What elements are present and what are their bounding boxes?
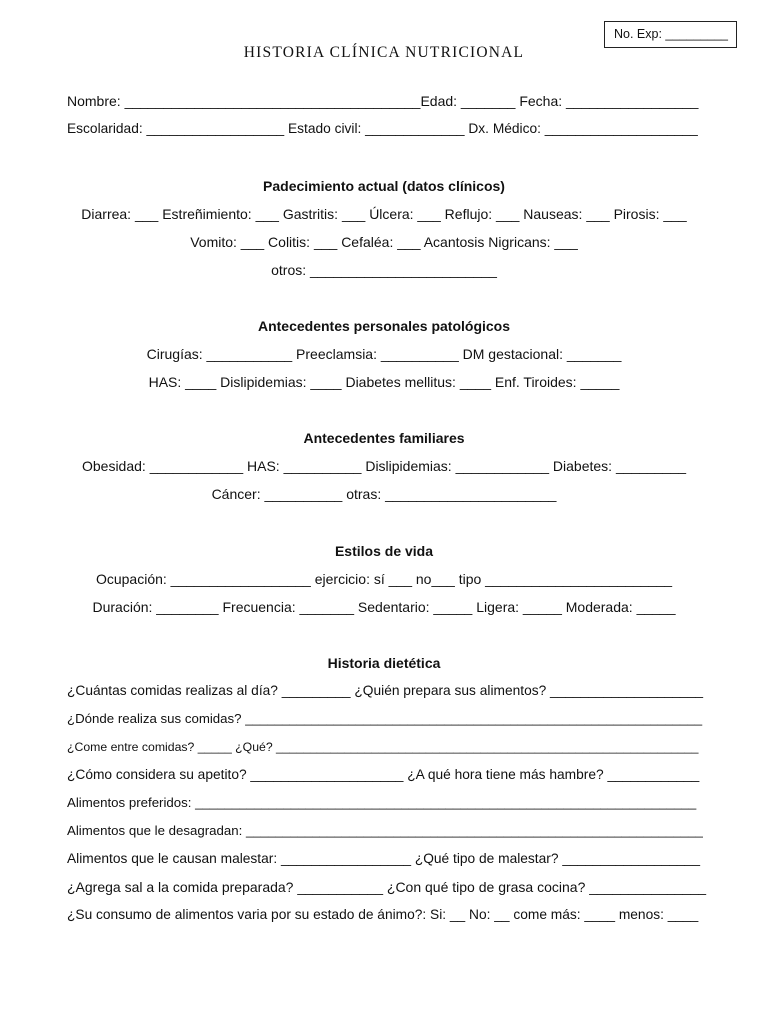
familiares-line-2[interactable]: Cáncer: __________ otras: ______________________ [211, 486, 557, 502]
dietetica-line[interactable]: ¿Su consumo de alimentos varia por su estado de ánimo?: Si: __ No: __ come más: ____ menos: ____ [67, 907, 699, 922]
dietetica-line[interactable]: ¿Cómo considera su apetito? ____________________ ¿A qué hora tiene más hambre? ____________ [67, 767, 700, 782]
dietetica-line[interactable]: Alimentos preferidos: ____________________________________________________________________ [67, 795, 697, 810]
dietetica-line[interactable]: ¿Agrega sal a la comida preparada? ___________ ¿Con qué tipo de grasa cocina? _______________ [67, 879, 707, 895]
estilos-line-1[interactable]: Ocupación: __________________ ejercicio: sí ___ no___ tipo ________________________ [95, 571, 673, 587]
datos-line-nombre[interactable]: Nombre: ______________________________________Edad: _______ Fecha: _________________ [67, 93, 699, 109]
section-heading-padecimiento: Padecimiento actual (datos clínicos) [263, 178, 505, 194]
dietetica-line[interactable]: Alimentos que le causan malestar: _________________ ¿Qué tipo de malestar? __________________ [67, 851, 700, 866]
section-heading-estilos: Estilos de vida [334, 543, 434, 559]
personales-line-2[interactable]: HAS: ____ Dislipidemias: ____ Diabetes mellitus: ____ Enf. Tiroides: _____ [148, 374, 620, 390]
datos-line-escolaridad[interactable]: Escolaridad: __________________ Estado civil: _____________ Dx. Médico: ____________________ [67, 121, 698, 136]
dietetica-line[interactable]: ¿Come entre comidas? _____ ¿Qué? ______________________________________________________________ [67, 740, 699, 754]
padecimiento-line-1[interactable]: Diarrea: ___ Estreñimiento: ___ Gastritis: ___ Úlcera: ___ Reflujo: ___ Nauseas: ___ Pirosis: ___ [81, 206, 687, 222]
expediente-number-field[interactable]: No. Exp: _________ [604, 21, 737, 48]
personales-line-1[interactable]: Cirugías: ___________ Preeclamsia: __________ DM gestacional: _______ [146, 346, 622, 362]
familiares-line-1[interactable]: Obesidad: ____________ HAS: __________ Dislipidemias: ____________ Diabetes: _________ [81, 458, 687, 474]
section-heading-dietetica: Historia dietética [327, 655, 441, 671]
estilos-line-2[interactable]: Duración: ________ Frecuencia: _______ Sedentario: _____ Ligera: _____ Moderada: _____ [92, 599, 676, 615]
section-heading-personales: Antecedentes personales patológicos [257, 318, 511, 334]
dietetica-line[interactable]: ¿Dónde realiza sus comidas? ______________________________________________________________ [67, 711, 703, 726]
section-heading-familiares: Antecedentes familiares [303, 430, 465, 446]
dietetica-line[interactable]: Alimentos que le desagradan: ______________________________________________________________ [67, 823, 703, 838]
padecimiento-line-2[interactable]: Vomito: ___ Colitis: ___ Cefaléa: ___ Acantosis Nigricans: ___ [190, 234, 578, 250]
padecimiento-line-otros[interactable]: otros: ________________________ [271, 262, 497, 278]
dietetica-line[interactable]: ¿Cuántas comidas realizas al día? _________ ¿Quién prepara sus alimentos? ____________________ [67, 683, 703, 698]
document-title: HISTORIA CLÍNICA NUTRICIONAL [243, 44, 525, 61]
